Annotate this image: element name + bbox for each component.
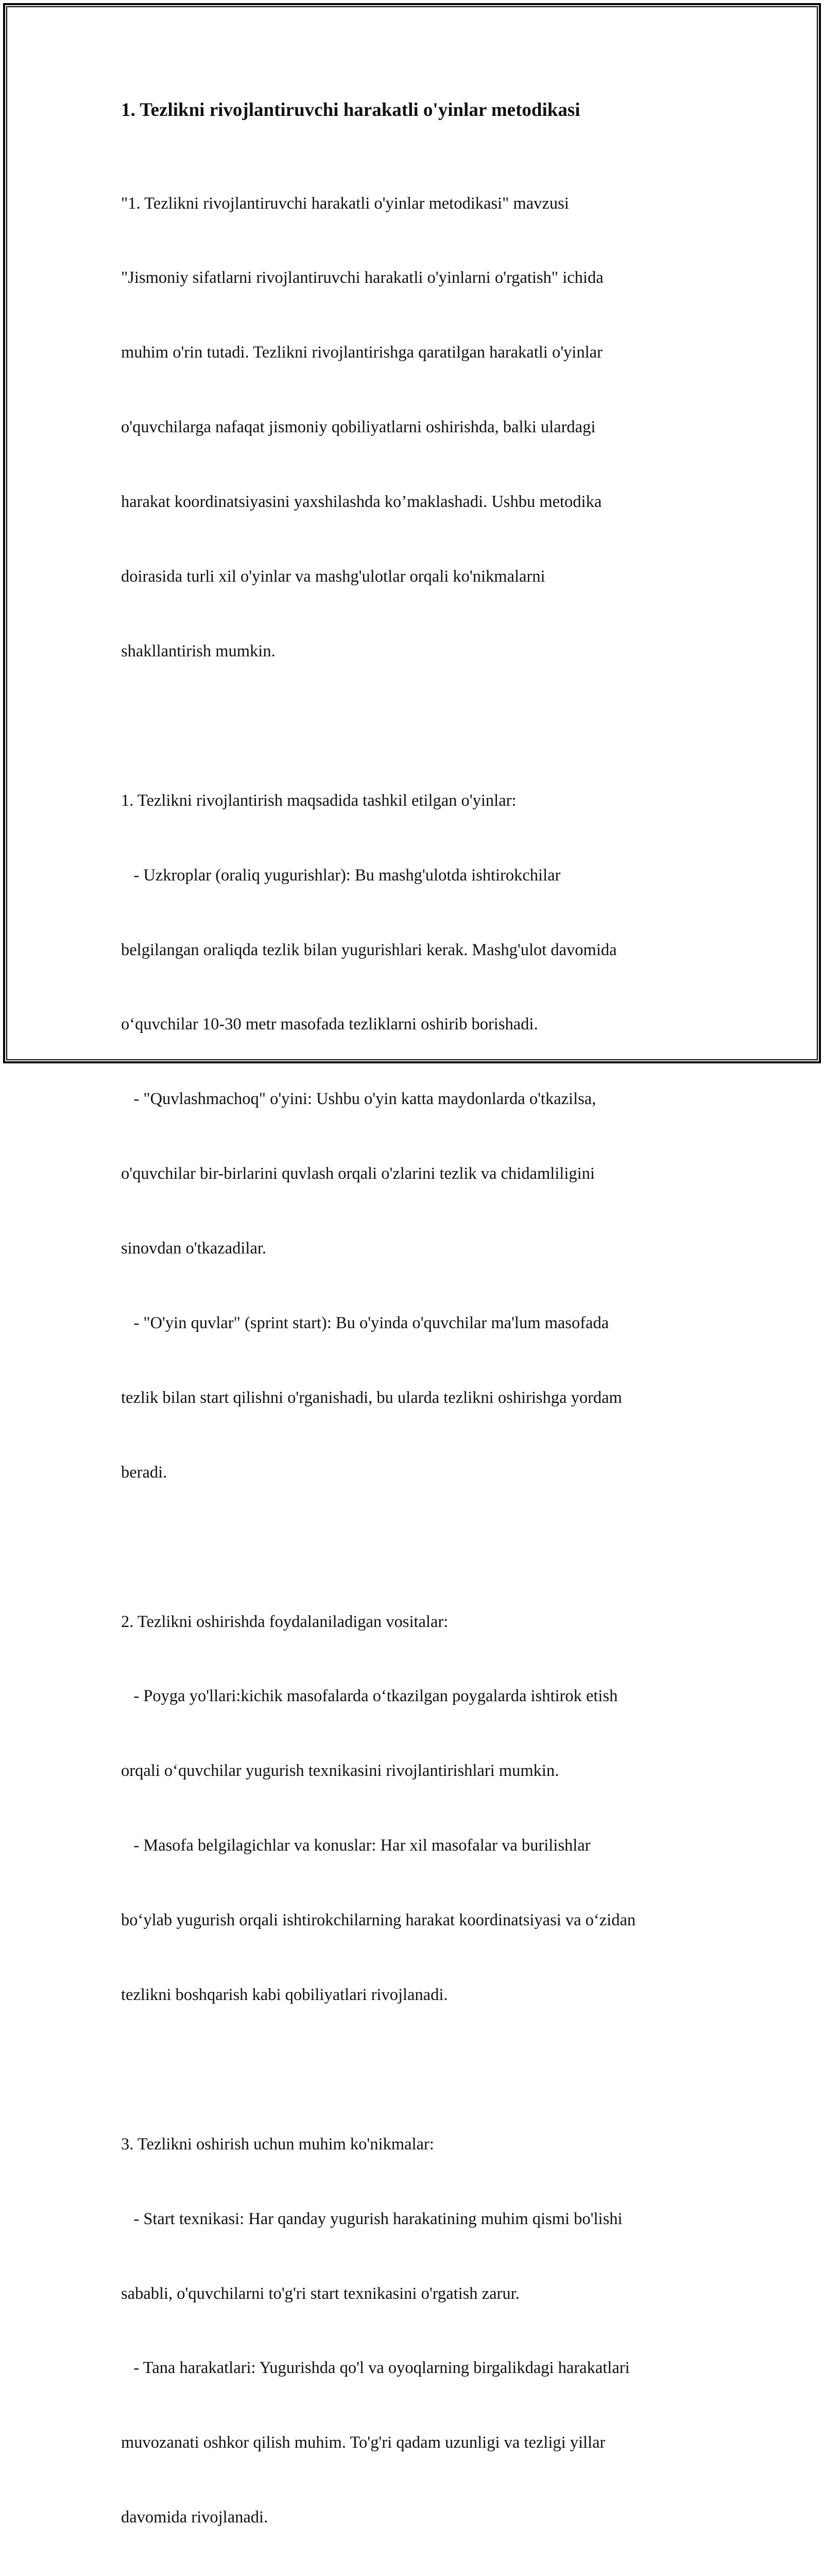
text-line: - Uzkroplar (oraliq yugurishlar): Bu mashg'ulotda ishtirokchilar: [121, 866, 561, 885]
text-line: - Tana harakatlari: Yugurishda qo'l va oyoqlarning birgalikdagi harakatlari: [121, 2359, 630, 2378]
text-line: tezlikni boshqarish kabi qobiliyatlari rivojlanadi.: [121, 1985, 448, 2004]
text-line: - "O'yin quvlar" (sprint start): Bu o'yinda o'quvchilar ma'lum masofada: [121, 1313, 609, 1332]
text-line: belgilangan oraliqda tezlik bilan yugurishlari kerak. Mashg'ulot davomida: [121, 940, 617, 959]
text-line: tezlik bilan start qilishni o'rganishadi, bu ularda tezlikni oshirishga yordam: [121, 1388, 622, 1407]
text-line: 1. Tezlikni rivojlantirish maqsadida tashkil etilgan o'yinlar:: [121, 791, 517, 810]
text-line: - Start texnikasi: Har qanday yugurish harakatining muhim qismi bo'lishi: [121, 2209, 623, 2228]
text-line: sababli, o'quvchilarni to'g'ri start texnikasini o'rgatish zarur.: [121, 2284, 520, 2303]
text-line: davomida rivojlanadi.: [121, 2508, 268, 2527]
text-line: beradi.: [121, 1463, 167, 1482]
text-line: 3. Tezlikni oshirish uchun muhim ko'nikmalar:: [121, 2134, 434, 2154]
text-line: - "Quvlashmachoq" o'yini: Ushbu o'yin katta maydonlarda o'tkazilsa,: [121, 1090, 596, 1109]
text-line: 2. Tezlikni oshirishda foydalaniladigan vositalar:: [121, 1612, 449, 1631]
text-line: orqali o‘quvchilar yugurish texnikasini rivojlantirishlari mumkin.: [121, 1761, 559, 1781]
text-line: bo‘ylab yugurish orqali ishtirokchilarning harakat koordinatsiyasi va o‘zidan: [121, 1911, 636, 1930]
text-line: [121, 1535, 718, 1560]
text-line: muvozanati oshkor qilish muhim. To'g'ri qadam uzunligi va tezligi yillar: [121, 2433, 606, 2452]
text-line: "Jismoniy sifatlarni rivojlantiruvchi harakatli o'yinlarni o'rgatish" ichida: [121, 268, 604, 287]
document-title: 1. Tezlikni rivojlantiruvchi harakatli o'yinlar metodikasi: [121, 99, 580, 121]
text-line: muhim o'rin tutadi. Tezlikni rivojlantirishga qaratilgan harakatli o'yinlar: [121, 343, 603, 362]
text-line: o'quvchilar bir-birlarini quvlash orqali o'zlarini tezlik va chidamliligini: [121, 1164, 595, 1183]
text-line: - Masofa belgilagichlar va konuslar: Har xil masofalar va burilishlar: [121, 1836, 591, 1855]
document-content: [121, 95, 718, 2576]
text-line: [121, 2057, 718, 2082]
text-line: o‘quvchilar 10-30 metr masofada tezliklarni oshirib borishadi.: [121, 1015, 538, 1034]
text-line: shakllantirish mumkin.: [121, 641, 276, 660]
text-line: "1. Tezlikni rivojlantiruvchi harakatli o'yinlar metodikasi" mavzusi: [121, 194, 569, 213]
text-line: doirasida turli xil o'yinlar va mashg'ulotlar orqali ko'nikmalarni: [121, 567, 545, 586]
document-body: [121, 141, 718, 2576]
text-line: harakat koordinatsiyasini yaxshilashda ko’maklashadi. Ushbu metodika: [121, 493, 602, 512]
text-line: - Poyga yo'llari:kichik masofalarda o‘tkazilgan poygalarda ishtirok etish: [121, 1687, 618, 1706]
text-line: sinovdan o'tkazadilar.: [121, 1239, 267, 1258]
text-line: [121, 714, 718, 738]
text-line: o'quvchilarga nafaqat jismoniy qobiliyatlarni oshirishda, balki ulardagi: [121, 418, 596, 437]
